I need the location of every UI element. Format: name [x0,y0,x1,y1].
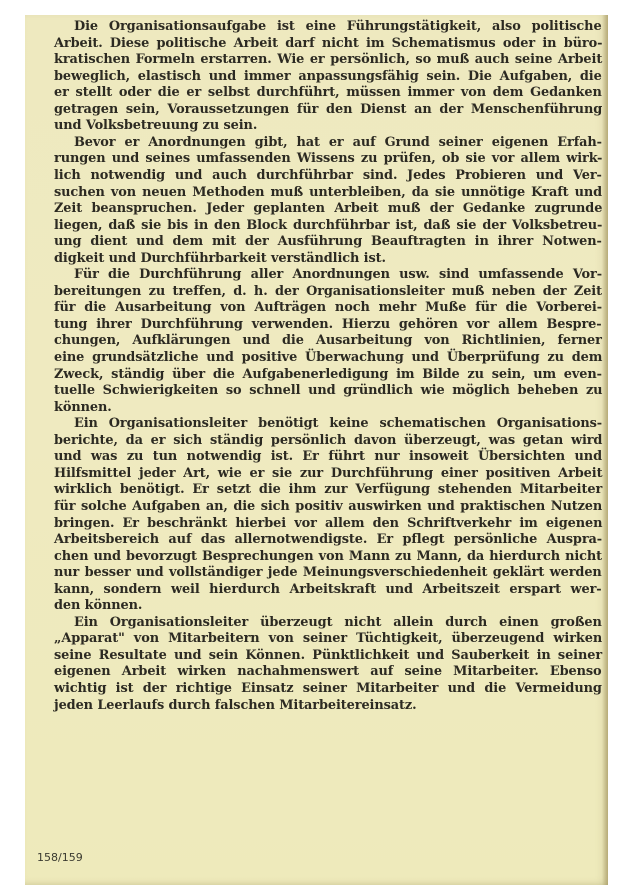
text-line: für solche Aufgaben an, die sich positiv auswirken und praktischen Nutzen [54,498,603,514]
text-line: Bevor er Anordnungen gibt, hat er auf Grund seiner eigenen Erfah- [74,134,602,150]
text-line: kann, sondern weil hierdurch Arbeitskraft und Arbeitszeit erspart wer- [54,581,602,597]
text-line: Arbeit. Diese politische Arbeit darf nicht im Schematismus oder in büro- [54,35,603,51]
text-line: bringen. Er beschränkt hierbei vor allem den Schriftverkehr im eigenen [54,515,603,531]
text-line: rungen und seines umfassenden Wissens zu prüfen, ob sie vor allem wirk- [54,151,603,167]
text-line: ung dient und dem mit der Ausführung Beauftragten in ihrer Notwen- [54,234,602,250]
text-line: und Volksbetreuung zu sein. [54,118,258,134]
text-line: eine grundsätzliche und positive Überwachung und Überprüfung zu dem [54,350,603,365]
text-line: Die Organisationsaufgabe ist eine Führungstätigkeit, also politische [74,19,602,34]
text-line: nur besser und vollständiger jede Meinungsverschiedenheit geklärt werden [54,565,602,581]
text-line: lich notwendig und auch durchführbar sind. Jedes Probieren und Ver- [54,167,602,183]
text-line: Hilfsmittel jeder Art, wie er sie zur Durchführung einer positiven Arbeit [54,465,603,481]
text-line: beweglich, elastisch und immer anpassungsfähig sein. Die Aufgaben, die [54,68,602,84]
text-line: bereitungen zu treffen, d. h. der Organisationsleiter muß neben der Zeit [54,283,602,299]
text-line: Ein Organisationsleiter überzeugt nicht allein durch einen großen [74,614,602,630]
text-line: und was zu tun notwendig ist. Er führt nur insoweit Übersichten und [54,449,602,465]
text-line: Zeit beanspruchen. Jeder geplanten Arbeit muß der Gedanke zugrunde [54,201,603,217]
text-line: getragen sein, Voraussetzungen für den Dienst an der Menschenführung [54,101,603,117]
text-line: tung ihrer Durchführung verwenden. Hierzu gehören vor allem Bespre- [54,316,602,332]
text-line: können. [54,399,112,415]
text-line: eigenen Arbeit wirken nachahmenswert auf seine Mitarbeiter. Ebenso [54,664,602,680]
text-line: seine Resultate und sein Können. Pünktlichkeit und Sauberkeit in seiner [54,647,603,663]
text-line: berichte, da er sich ständig persönlich davon überzeugt, was getan wird [54,432,603,448]
text-line: digkeit und Durchführbarkeit verständlich ist. [54,250,386,266]
text-line: suchen von neuen Methoden muß unterbleiben, da sie unnötige Kraft und [54,184,603,200]
text-line: wirklich benötigt. Er setzt die ihm zur Verfügung stehenden Mitarbeiter [54,482,603,498]
text-line: Arbeitsbereich auf das allernotwendigste. Er pflegt persönliche Auspra- [54,532,603,548]
text-line: für die Ausarbeitung von Aufträgen noch mehr Muße für die Vorberei- [54,300,602,316]
text-line: tuelle Schwierigkeiten so schnell und gründlich wie möglich beheben zu [54,383,603,399]
text-line: wichtig ist der richtige Einsatz seiner Mitarbeiter und die Vermeidung [54,681,602,696]
text-line: kratischen Formeln erstarren. Wie er persönlich, so muß auch seine Arbeit [54,52,603,68]
text-line: liegen, daß sie bis in den Block durchführbar ist, daß sie der Volksbetreu- [54,217,603,233]
text-line: er stellt oder die er selbst durchführt, müssen immer von dem Gedanken [54,85,602,101]
text-line: chungen, Aufklärungen und die Ausarbeitung von Richtlinien, ferner [54,333,602,349]
page-number: 158/159 [37,851,83,864]
text-line: Zweck, ständig über die Aufgabenerledigung im Bilde zu sein, um even- [54,366,602,382]
text-line: Für die Durchführung aller Anordnungen usw. sind umfassende Vor- [74,267,602,283]
text-line: „Apparat" von Mitarbeitern von seiner Tüchtigkeit, überzeugend wirken [54,631,603,647]
document-page [25,15,608,885]
text-line: den können. [54,598,143,614]
text-line: Ein Organisationsleiter benötigt keine schematischen Organisations- [74,416,602,432]
text-line: jeden Leerlaufs durch falschen Mitarbeitereinsatz. [54,697,417,713]
text-line: chen und bevorzugt Besprechungen von Mann zu Mann, da hierdurch nicht [54,548,603,564]
